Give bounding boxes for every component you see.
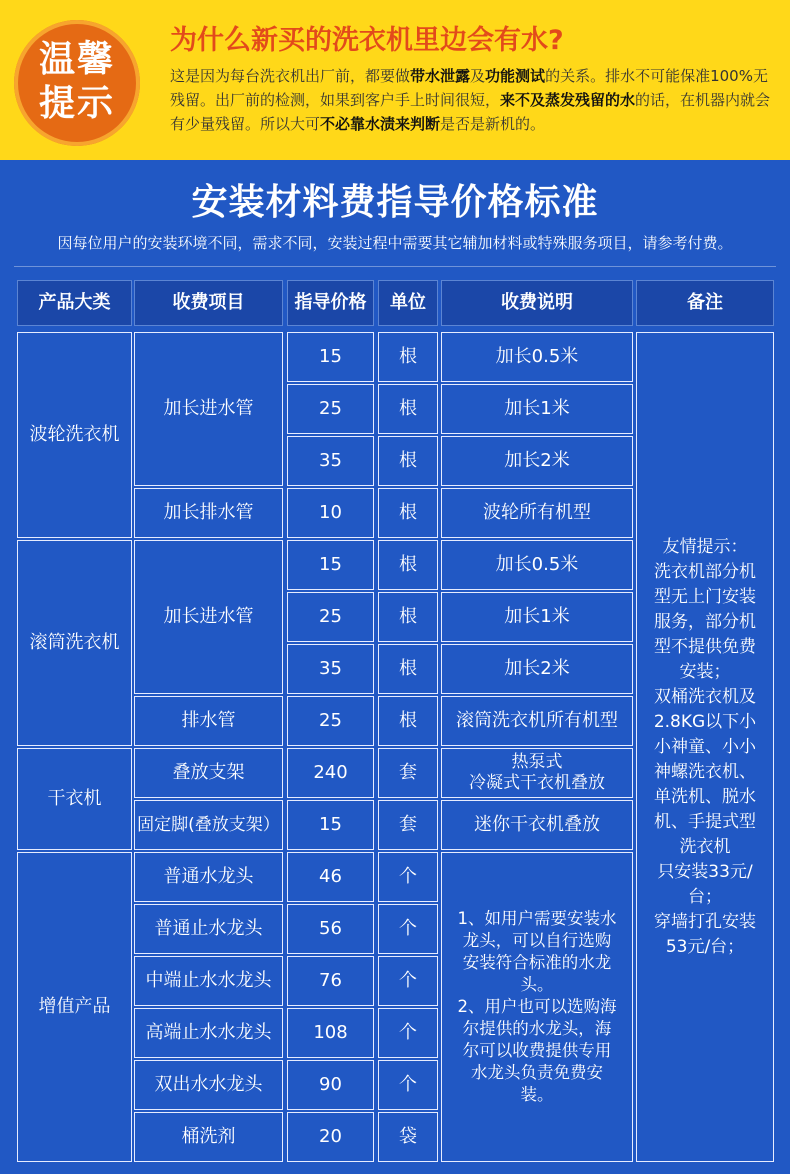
tip-badge — [14, 20, 140, 146]
price-cell: 25 — [287, 592, 374, 642]
description-cell: 加长1米 — [441, 384, 633, 434]
item-cell: 排水管 — [134, 696, 283, 746]
table-header-0: 产品大类 — [17, 280, 132, 326]
item-cell: 高端止水水龙头 — [134, 1008, 283, 1058]
table-header-1: 收费项目 — [134, 280, 283, 326]
description-cell: 滚筒洗衣机所有机型 — [441, 696, 633, 746]
badge-line1: 温馨 — [38, 39, 115, 80]
price-cell: 25 — [287, 384, 374, 434]
divider — [14, 266, 776, 267]
unit-cell: 根 — [378, 488, 438, 538]
item-cell: 叠放支架 — [134, 748, 283, 798]
description-cell: 加长2米 — [441, 644, 633, 694]
description-cell: 迷你干衣机叠放 — [441, 800, 633, 850]
price-cell: 35 — [287, 436, 374, 486]
unit-cell: 根 — [378, 592, 438, 642]
price-cell: 56 — [287, 904, 374, 954]
item-cell: 桶洗剂 — [134, 1112, 283, 1162]
price-cell: 35 — [287, 644, 374, 694]
unit-cell: 个 — [378, 1008, 438, 1058]
price-cell: 15 — [287, 540, 374, 590]
unit-cell: 个 — [378, 1060, 438, 1110]
price-cell: 15 — [287, 800, 374, 850]
unit-cell: 根 — [378, 332, 438, 382]
item-cell: 普通止水龙头 — [134, 904, 283, 954]
page-title: 安装材料费指导价格标准 — [191, 182, 599, 223]
description-cell: 1、如用户需要安装水龙头，可以自行选购安装符合标准的水龙头。 2、用户也可以选购海尔提供的水龙头，海尔可以收费提供专用水龙头负责免费安装。 — [441, 852, 633, 1162]
unit-cell: 根 — [378, 436, 438, 486]
price-cell: 76 — [287, 956, 374, 1006]
price-cell: 25 — [287, 696, 374, 746]
tip-title: 为什么新买的洗衣机里边会有水? — [170, 25, 564, 56]
table-header-4: 收费说明 — [441, 280, 633, 326]
category-cell: 增值产品 — [17, 852, 132, 1162]
unit-cell: 套 — [378, 748, 438, 798]
tip-body: 这是因为每台洗衣机出厂前，都要做带水泄露及功能测试的关系。排水不可能保准100%无残留。出厂前的检测，如果到客户手上时间很短，来不及蒸发残留的水的话，在机器内就会有少量残留。所以大可不必靠水渍来判断是否是新机的。 — [170, 67, 771, 133]
price-cell: 240 — [287, 748, 374, 798]
table-header-2: 指导价格 — [287, 280, 374, 326]
description-cell: 加长1米 — [441, 592, 633, 642]
item-cell: 固定脚(叠放支架） — [134, 800, 283, 850]
item-cell: 加长进水管 — [134, 332, 283, 486]
price-cell: 15 — [287, 332, 374, 382]
item-cell: 双出水水龙头 — [134, 1060, 283, 1110]
description-cell: 加长0.5米 — [441, 332, 633, 382]
description-cell: 波轮所有机型 — [441, 488, 633, 538]
description-cell: 热泵式 冷凝式干衣机叠放 — [441, 748, 633, 798]
unit-cell: 根 — [378, 696, 438, 746]
price-cell: 10 — [287, 488, 374, 538]
page-subtitle: 因每位用户的安装环境不同，需求不同，安装过程中需要其它辅加材料或特殊服务项目，请参考付费。 — [57, 234, 733, 252]
category-cell: 波轮洗衣机 — [17, 332, 132, 538]
unit-cell: 根 — [378, 540, 438, 590]
unit-cell: 个 — [378, 956, 438, 1006]
item-cell: 加长排水管 — [134, 488, 283, 538]
category-cell: 滚筒洗衣机 — [17, 540, 132, 746]
item-cell: 加长进水管 — [134, 540, 283, 694]
unit-cell: 根 — [378, 384, 438, 434]
description-cell: 加长0.5米 — [441, 540, 633, 590]
unit-cell: 套 — [378, 800, 438, 850]
price-cell: 108 — [287, 1008, 374, 1058]
unit-cell: 袋 — [378, 1112, 438, 1162]
badge-line2: 提示 — [38, 83, 115, 124]
price-cell: 20 — [287, 1112, 374, 1162]
price-cell: 90 — [287, 1060, 374, 1110]
unit-cell: 根 — [378, 644, 438, 694]
table-header-3: 单位 — [378, 280, 438, 326]
item-cell: 中端止水水龙头 — [134, 956, 283, 1006]
price-cell: 46 — [287, 852, 374, 902]
tip-banner — [0, 0, 790, 160]
unit-cell: 个 — [378, 904, 438, 954]
table-header-5: 备注 — [636, 280, 774, 326]
category-cell: 干衣机 — [17, 748, 132, 850]
remark-cell: 友情提示： 洗衣机部分机型无上门安装服务，部分机型不提供免费安装； 双桶洗衣机及2.8KG以下小小神童、小小神螺洗衣机、单洗机、脱水机、手提式型洗衣机 只安装33元/台； 穿墙打孔安装53元/台； — [636, 332, 774, 1162]
item-cell: 普通水龙头 — [134, 852, 283, 902]
description-cell: 加长2米 — [441, 436, 633, 486]
unit-cell: 个 — [378, 852, 438, 902]
